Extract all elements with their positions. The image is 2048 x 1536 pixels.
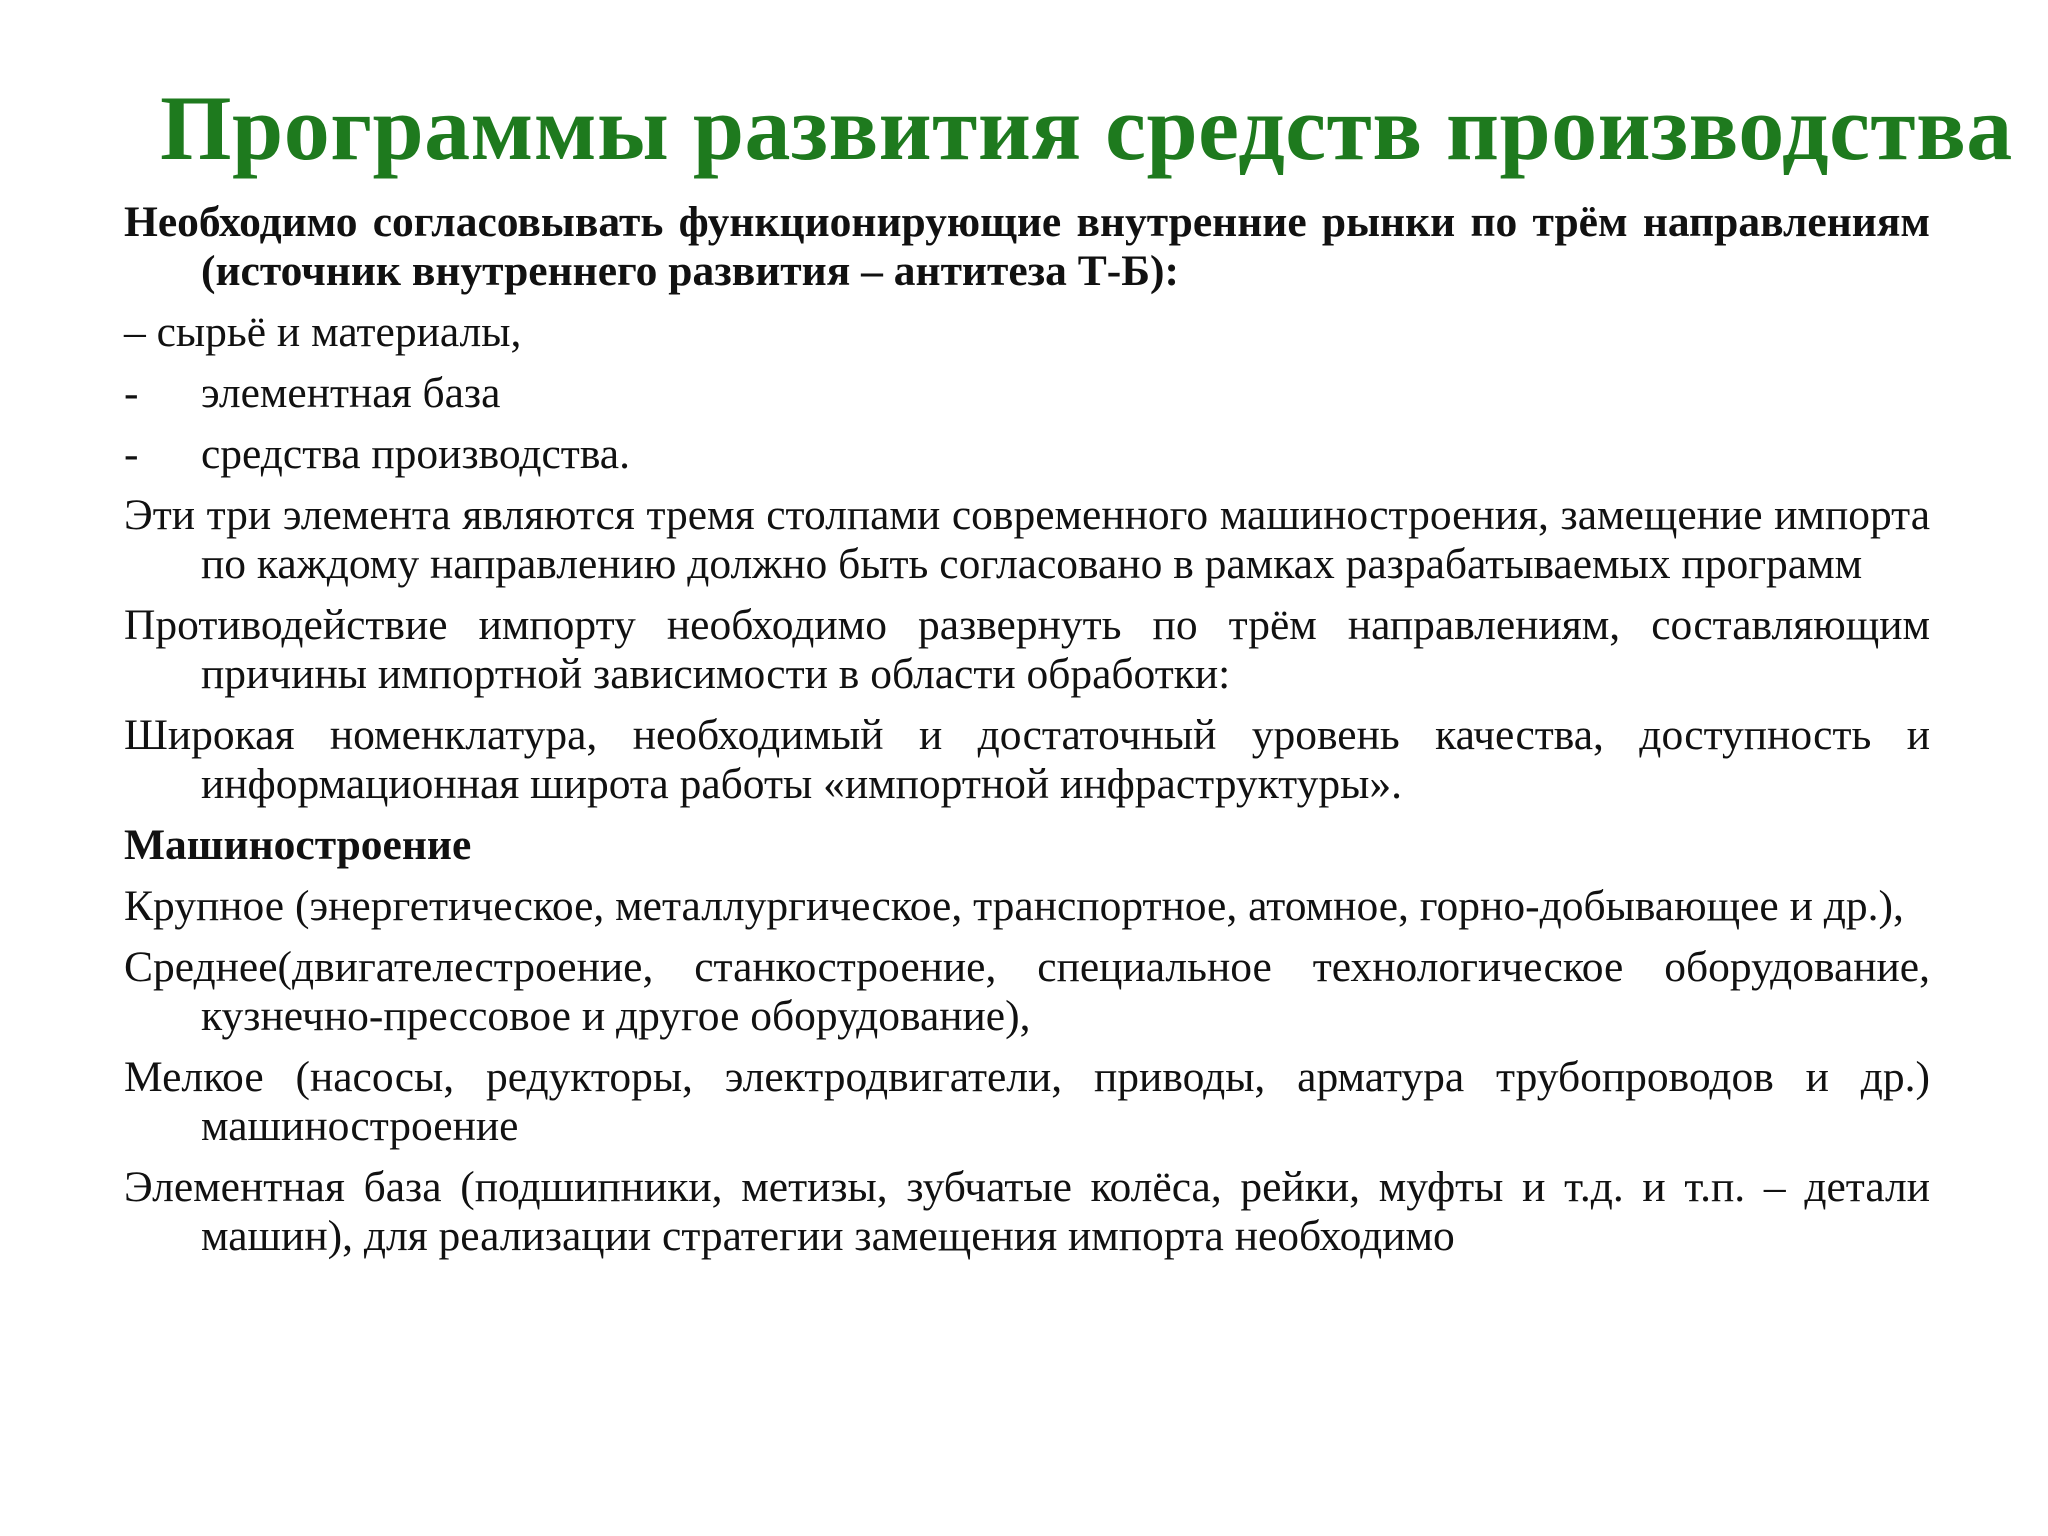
list-item-raw-materials: – сырьё и материалы, <box>124 308 522 356</box>
section-item-large: Крупное (энергетическое, металлургическое, транспортное, атомное, горно-добывающее и др.), <box>124 882 1904 930</box>
section-item-element-base: Элементная база (подшипники, метизы, зубчатые колёса, рейки, муфты и т.д. и т.п. – детали машин), для реализации стратегии замещения импорта необходимо <box>124 1163 1930 1260</box>
paragraph-three-pillars: Эти три элемента являются тремя столпами современного машиностроения, замещение импорта по каждому направлению должно быть согласовано в рамках разрабатываемых программ <box>124 491 1930 588</box>
section-heading-machine-building: Машиностроение <box>124 821 472 869</box>
list-item-text: элементная база <box>201 369 501 417</box>
paragraph-wide-nomenclature: Широкая номенклатура, необходимый и достаточный уровень качества, доступность и информационная широта работы «импортной инфраструктуры». <box>124 711 1930 808</box>
slide-title: Программы развития средств производства <box>160 77 2013 179</box>
list-item-means-of-production <box>124 430 1930 479</box>
intro-paragraph: Необходимо согласовывать функционирующие внутренние рынки по трём направлениям (источник внутреннего развития – антитеза Т-Б): <box>124 198 1930 295</box>
dash-marker: - <box>124 430 139 478</box>
section-item-medium: Среднее(двигателестроение, станкостроение, специальное технологическое оборудование, кузнечно-прессовое и другое оборудование), <box>124 943 1930 1040</box>
list-item-element-base <box>124 369 1930 418</box>
list-item-text: средства производства. <box>201 430 630 478</box>
paragraph-counter-import: Противодействие импорту необходимо развернуть по трём направлениям, составляющим причины импортной зависимости в области обработки: <box>124 601 1930 698</box>
slide-body <box>124 198 1930 1273</box>
section-item-small: Мелкое (насосы, редукторы, электродвигатели, приводы, арматура трубопроводов и др.) машиностроение <box>124 1053 1930 1150</box>
dash-marker: - <box>124 369 139 417</box>
